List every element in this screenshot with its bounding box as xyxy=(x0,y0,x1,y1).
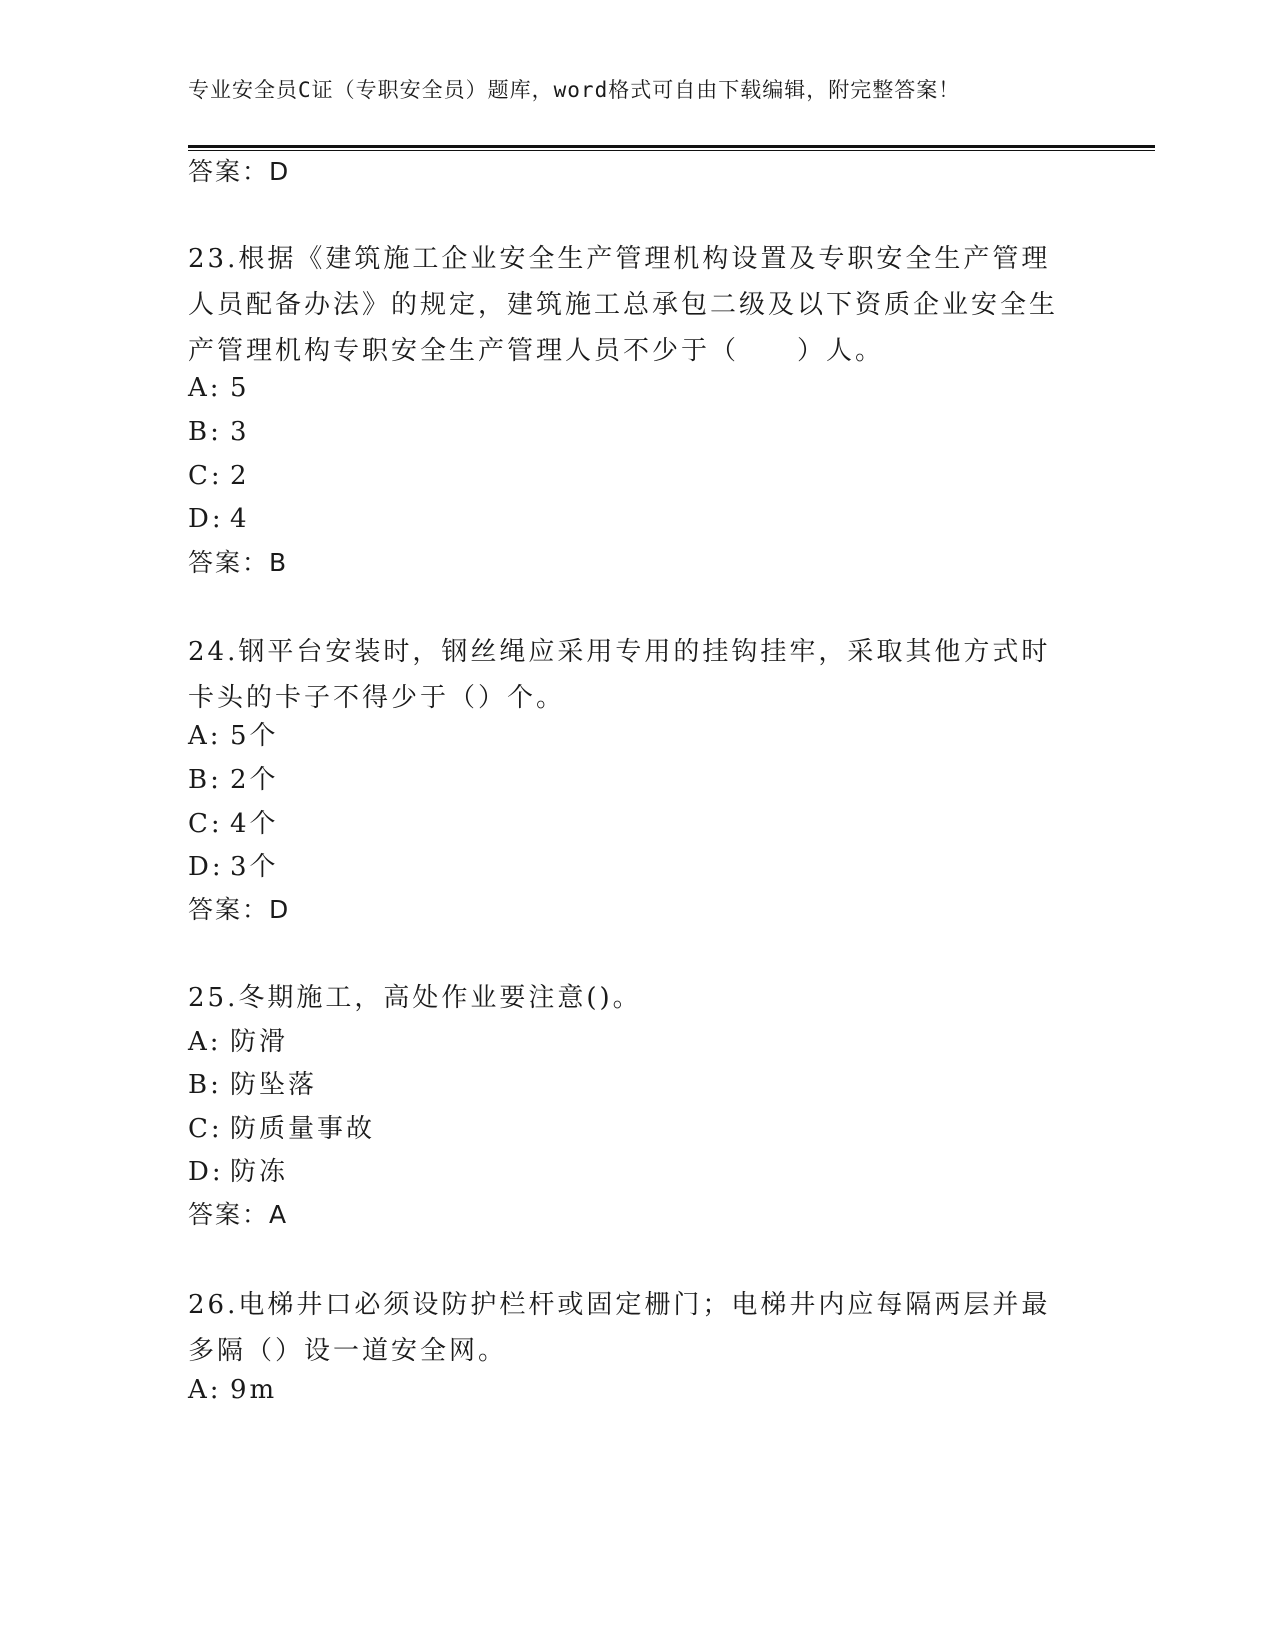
option-text: 防滑 xyxy=(230,1027,289,1057)
answer-23: 答案：B xyxy=(188,548,289,577)
option-key: C: xyxy=(188,461,223,491)
option-text: 2个 xyxy=(230,765,279,795)
option-key: B: xyxy=(188,1070,222,1100)
option-24-d xyxy=(188,845,1088,890)
option-25-d xyxy=(188,1150,1088,1195)
option-24-b xyxy=(188,758,1088,803)
option-key: A: xyxy=(188,1027,222,1057)
option-key: B: xyxy=(188,765,222,795)
option-text: 2 xyxy=(230,461,250,491)
option-25-b xyxy=(188,1063,1088,1108)
option-text: 4 xyxy=(230,504,250,534)
answer-25: 答案：A xyxy=(188,1200,289,1229)
option-text: 9m xyxy=(230,1375,278,1405)
option-key: C: xyxy=(188,1114,223,1144)
question-stem-25: 25.冬期施工，高处作业要注意()。 xyxy=(188,983,642,1013)
option-25-a xyxy=(188,1020,1088,1065)
option-key: C: xyxy=(188,809,223,839)
option-24-a xyxy=(188,714,1088,759)
option-key: D: xyxy=(188,852,224,882)
option-key: A: xyxy=(188,1375,222,1405)
answer-prev: 答案：D xyxy=(188,157,291,186)
option-key: D: xyxy=(188,504,224,534)
header-rule-thick xyxy=(188,145,1155,148)
page-header: 专业安全员C证（专职安全员）题库，word格式可自由下载编辑，附完整答案！ xyxy=(188,78,961,102)
option-text: 3个 xyxy=(230,852,279,882)
option-text: 5个 xyxy=(230,721,279,751)
option-text: 3 xyxy=(230,417,250,447)
option-key: A: xyxy=(188,373,222,403)
option-23-d xyxy=(188,497,1088,542)
option-23-b xyxy=(188,410,1088,455)
option-24-c xyxy=(188,802,1088,847)
option-text: 4个 xyxy=(230,809,279,839)
question-stem-26: 26.电梯井口必须设防护栏杆或固定栅门；电梯井内应每隔两层并最多隔（）设一道安全网。 xyxy=(188,1290,1051,1366)
option-23-a xyxy=(188,366,1088,411)
header-rule-thin xyxy=(188,150,1155,151)
option-text: 防坠落 xyxy=(230,1070,318,1100)
option-26-a xyxy=(188,1368,1088,1413)
option-text: 5 xyxy=(230,373,250,403)
option-text: 防冻 xyxy=(230,1157,289,1187)
answer-24: 答案：D xyxy=(188,895,291,924)
option-key: D: xyxy=(188,1157,224,1187)
option-23-c xyxy=(188,454,1088,499)
option-key: A: xyxy=(188,721,222,751)
option-key: B: xyxy=(188,417,222,447)
question-stem-24: 24.钢平台安装时，钢丝绳应采用专用的挂钩挂牢，采取其他方式时卡头的卡子不得少于（）个。 xyxy=(188,637,1051,713)
option-text: 防质量事故 xyxy=(230,1114,376,1144)
question-stem-23: 23.根据《建筑施工企业安全生产管理机构设置及专职安全生产管理人员配备办法》的规定，建筑施工总承包二级及以下资质企业安全生产管理机构专职安全生产管理人员不少于（ ）人。 xyxy=(188,244,1059,366)
option-25-c xyxy=(188,1107,1088,1152)
